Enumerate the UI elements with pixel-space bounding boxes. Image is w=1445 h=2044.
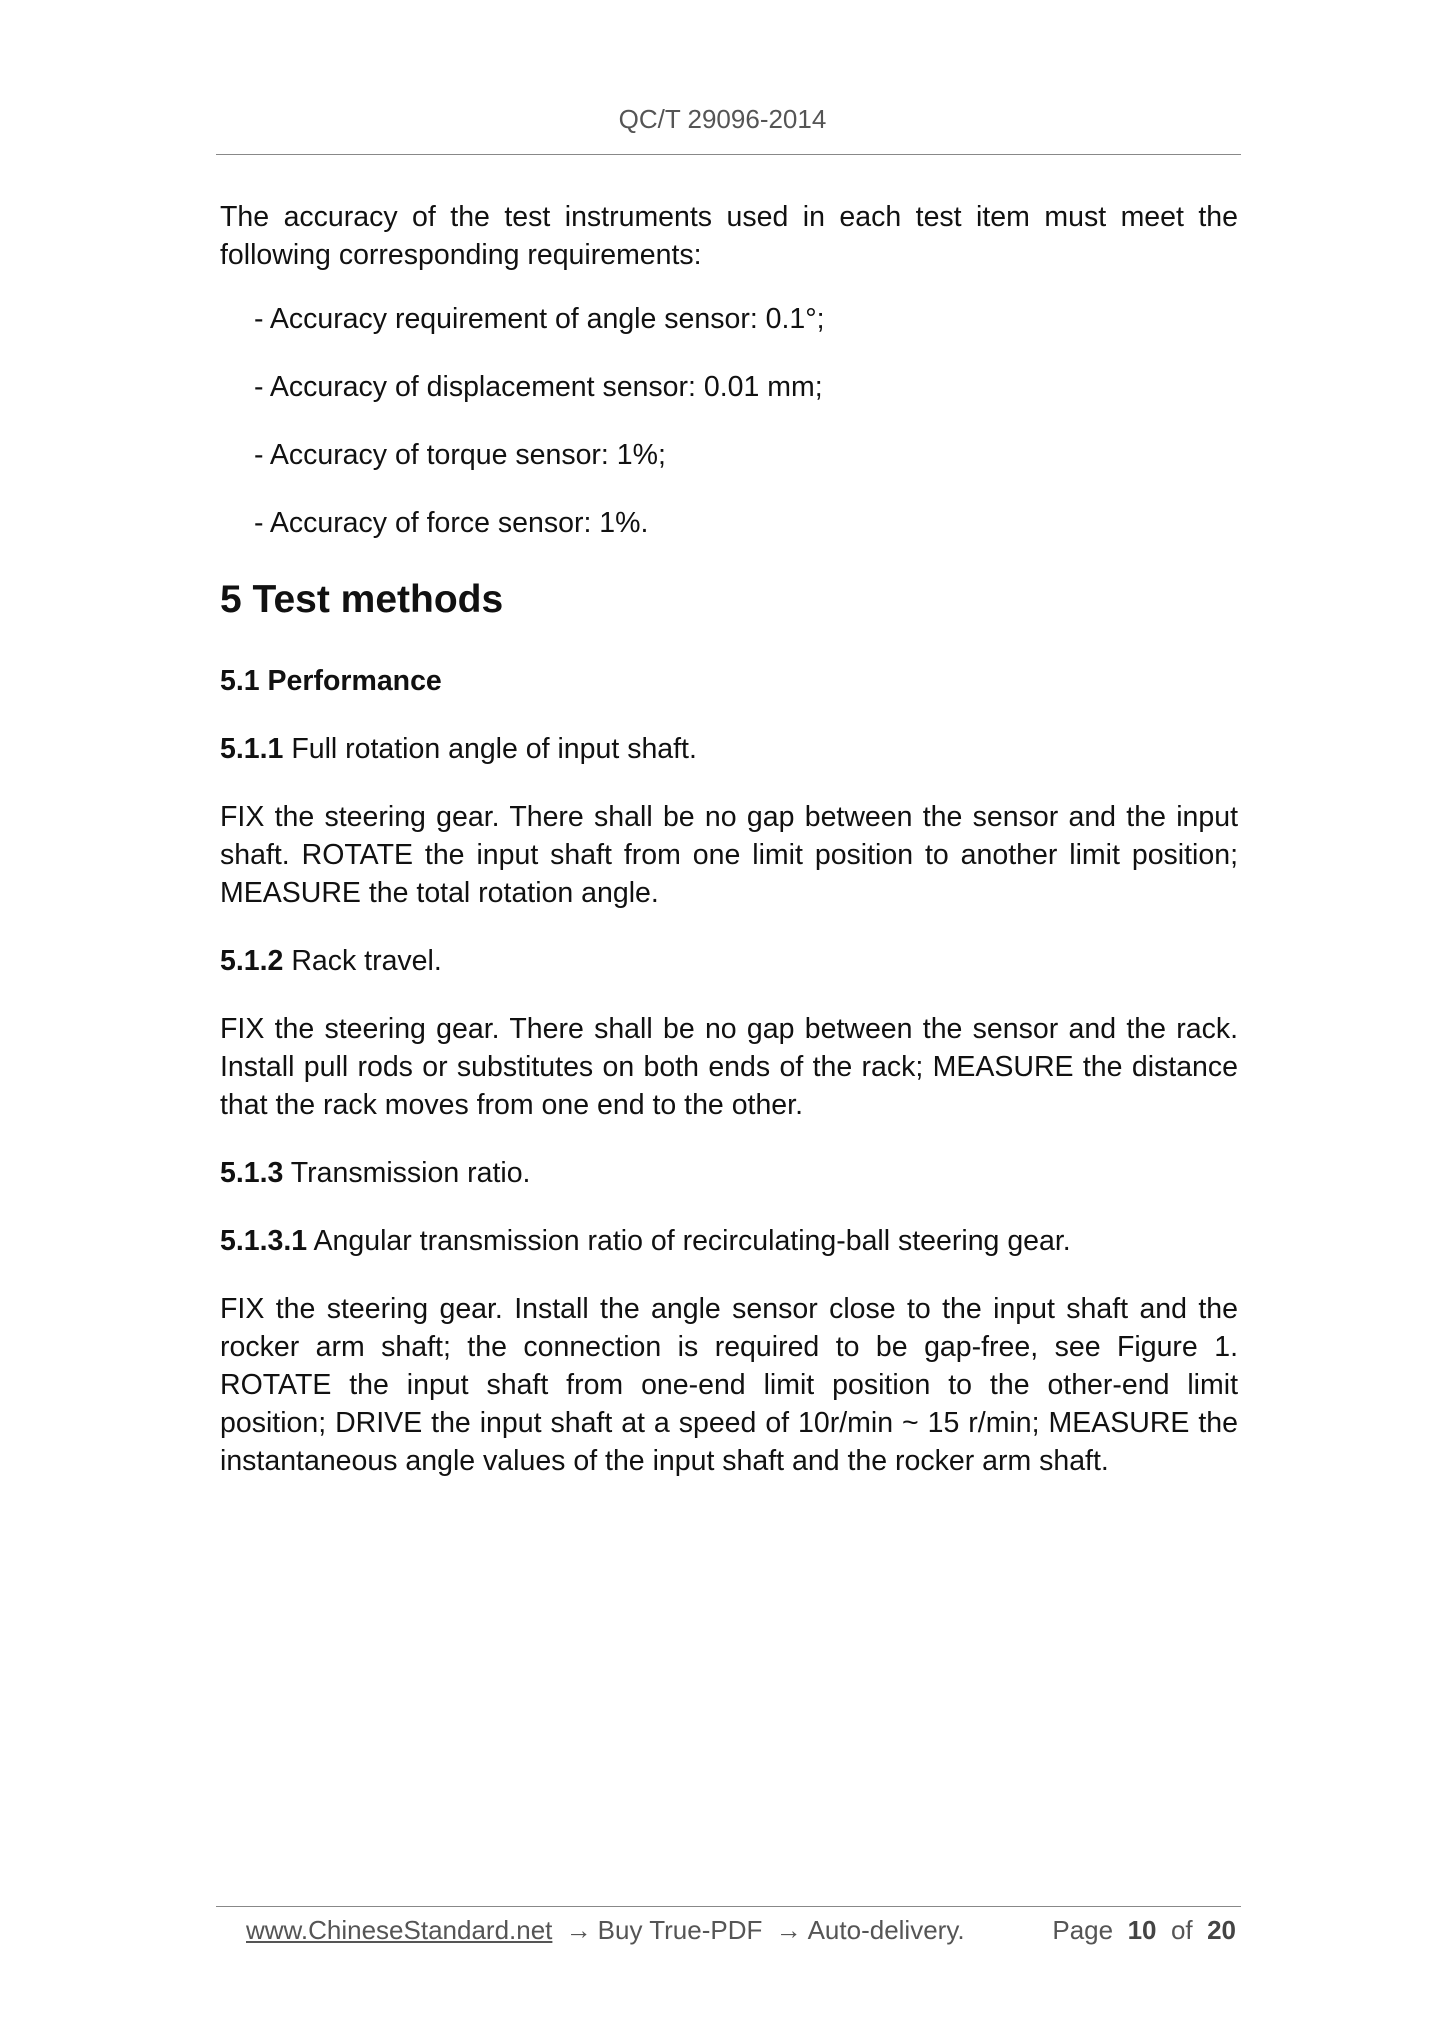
requirement-item: - Accuracy requirement of angle sensor: 0.1°; [254,303,825,335]
intro-paragraph: The accuracy of the test instruments used in each test item must meet the following corresponding requirements: [220,201,1238,271]
page-label: Page [1052,1915,1114,1945]
header-divider [216,154,1241,155]
clause-body: FIX the steering gear. Install the angle sensor close to the input shaft and the rocker arm shaft; the connection is required to be gap-free, see Figure 1. ROTATE the input shaft from one-end limit position to the other-end limit position; DRIVE the input shaft at a speed of 10r/min ~ 15 r/min; MEASURE the instantaneous angle values of the input shaft and the rocker arm shaft. [220,1293,1238,1477]
page-total: 20 [1207,1915,1236,1945]
requirement-item: - Accuracy of force sensor: 1%. [254,507,649,539]
arrow-right-icon: → [565,1915,592,1945]
page-footer [246,1910,1236,1950]
footer-step-delivery: Auto-delivery. [807,1915,965,1945]
footer-step-buy: Buy True-PDF [597,1915,763,1945]
footer-promo [246,1910,965,1950]
clause-body: FIX the steering gear. There shall be no gap between the sensor and the input shaft. ROTATE the input shaft from one limit position to another limit position; MEASURE the total rotation angle. [220,801,1238,909]
requirement-item: - Accuracy of displacement sensor: 0.01 mm; [254,371,823,403]
clause-body: FIX the steering gear. There shall be no gap between the sensor and the rack. Install pull rods or substitutes on both ends of the rack; MEASURE the distance that the rack moves from one end to the other. [220,1013,1238,1121]
footer-divider [216,1906,1241,1907]
clause-title: Angular transmission ratio of recirculating-ball steering gear. [313,1225,1071,1257]
clause-number: 5.1.3.1 [220,1225,308,1257]
page-content [220,198,1238,1510]
clause-number: 5.1.1 [220,733,284,765]
clause-number: 5.1.3 [220,1157,284,1189]
page-current: 10 [1127,1915,1157,1945]
clause-heading-5-1-2 [220,942,1238,980]
clause-heading-5-1-3-1 [220,1222,1238,1260]
page-number [1052,1910,1236,1950]
clause-title: Transmission ratio. [290,1157,531,1189]
requirement-item: - Accuracy of torque sensor: 1%; [254,439,666,471]
section-heading: 5 Test methods [220,578,504,621]
arrow-right-icon: → [775,1915,802,1945]
clause-heading-5-1-1 [220,730,1238,768]
site-link[interactable]: www.ChineseStandard.net [246,1915,553,1945]
clause-title: Rack travel. [291,945,442,977]
page-header-title: QC/T 29096-2014 [618,104,827,134]
clause-title: Full rotation angle of input shaft. [291,733,697,765]
clause-number: 5.1.2 [220,945,284,977]
clause-heading-5-1-3 [220,1154,1238,1192]
subsection-heading: 5.1 Performance [220,665,442,697]
of-label: of [1170,1915,1193,1945]
